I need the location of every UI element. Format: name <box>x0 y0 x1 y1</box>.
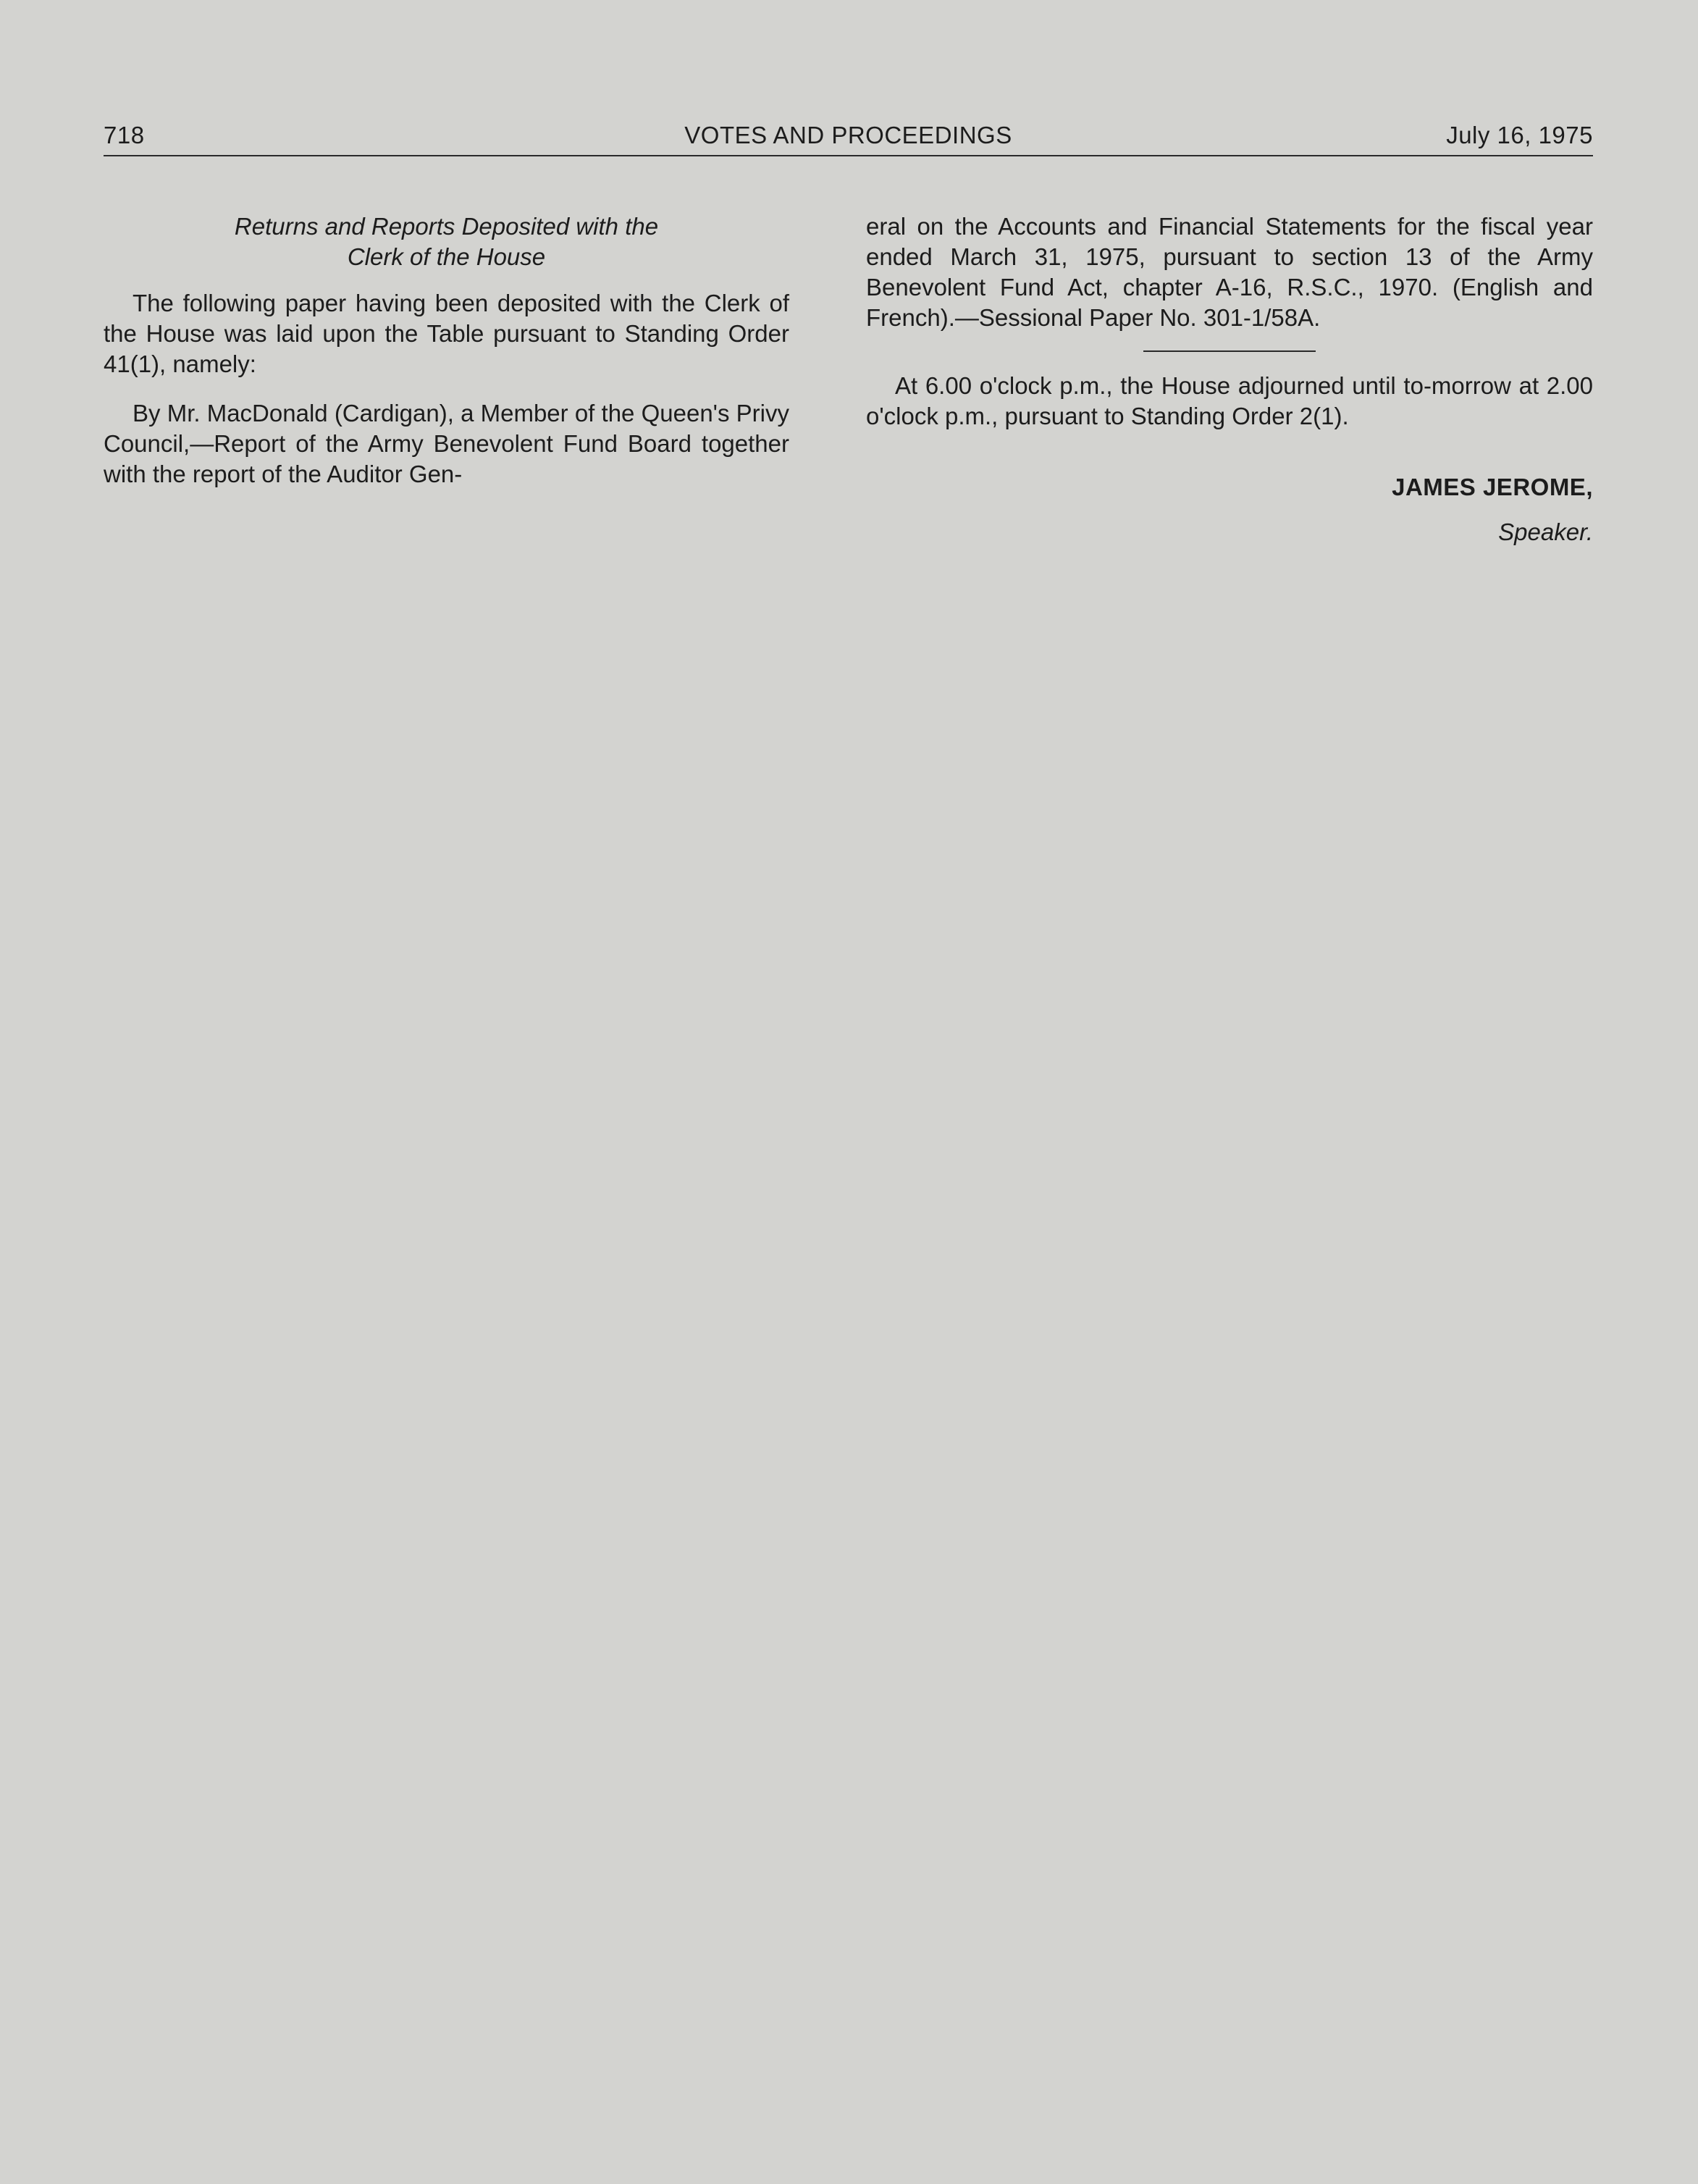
deposit-paragraph: The following paper having been deposited with the Clerk of the House was laid upon the Table pursuant to Standing Order 41(1), namely: <box>104 290 789 377</box>
section-heading <box>104 211 789 272</box>
left-column <box>104 211 789 490</box>
page-header <box>104 122 1593 155</box>
page-date: July 16, 1975 <box>1446 122 1593 148</box>
speaker-title: Speaker. <box>1498 518 1593 545</box>
report-paragraph: By Mr. MacDonald (Cardigan), a Member of the Queen's Privy Council,—Report of the Army Benevolent Fund Board together with the report of the Auditor Gen- <box>104 400 789 487</box>
report-paragraph-continued: eral on the Accounts and Financial Statements for the fiscal year ended March 31, 1975, pursuant to section 13 of the Army Benevolent Fund Act, chapter A-16, R.S.C., 1970. (English and French).—Sessional Paper No. 301-1/58A. <box>866 213 1593 331</box>
page-number: 718 <box>104 122 145 148</box>
right-column <box>866 211 1593 547</box>
section-divider <box>1143 350 1316 352</box>
section-heading-line-1: Returns and Reports Deposited with the <box>234 213 659 240</box>
section-heading-line-2: Clerk of the House <box>347 243 546 270</box>
adjournment-paragraph: At 6.00 o'clock p.m., the House adjourned until to-morrow at 2.00 o'clock p.m., pursuant to Standing Order 2(1). <box>866 372 1593 429</box>
header-rule <box>104 155 1593 156</box>
speaker-name: JAMES JEROME, <box>1392 474 1593 500</box>
running-title: VOTES AND PROCEEDINGS <box>684 122 1012 148</box>
